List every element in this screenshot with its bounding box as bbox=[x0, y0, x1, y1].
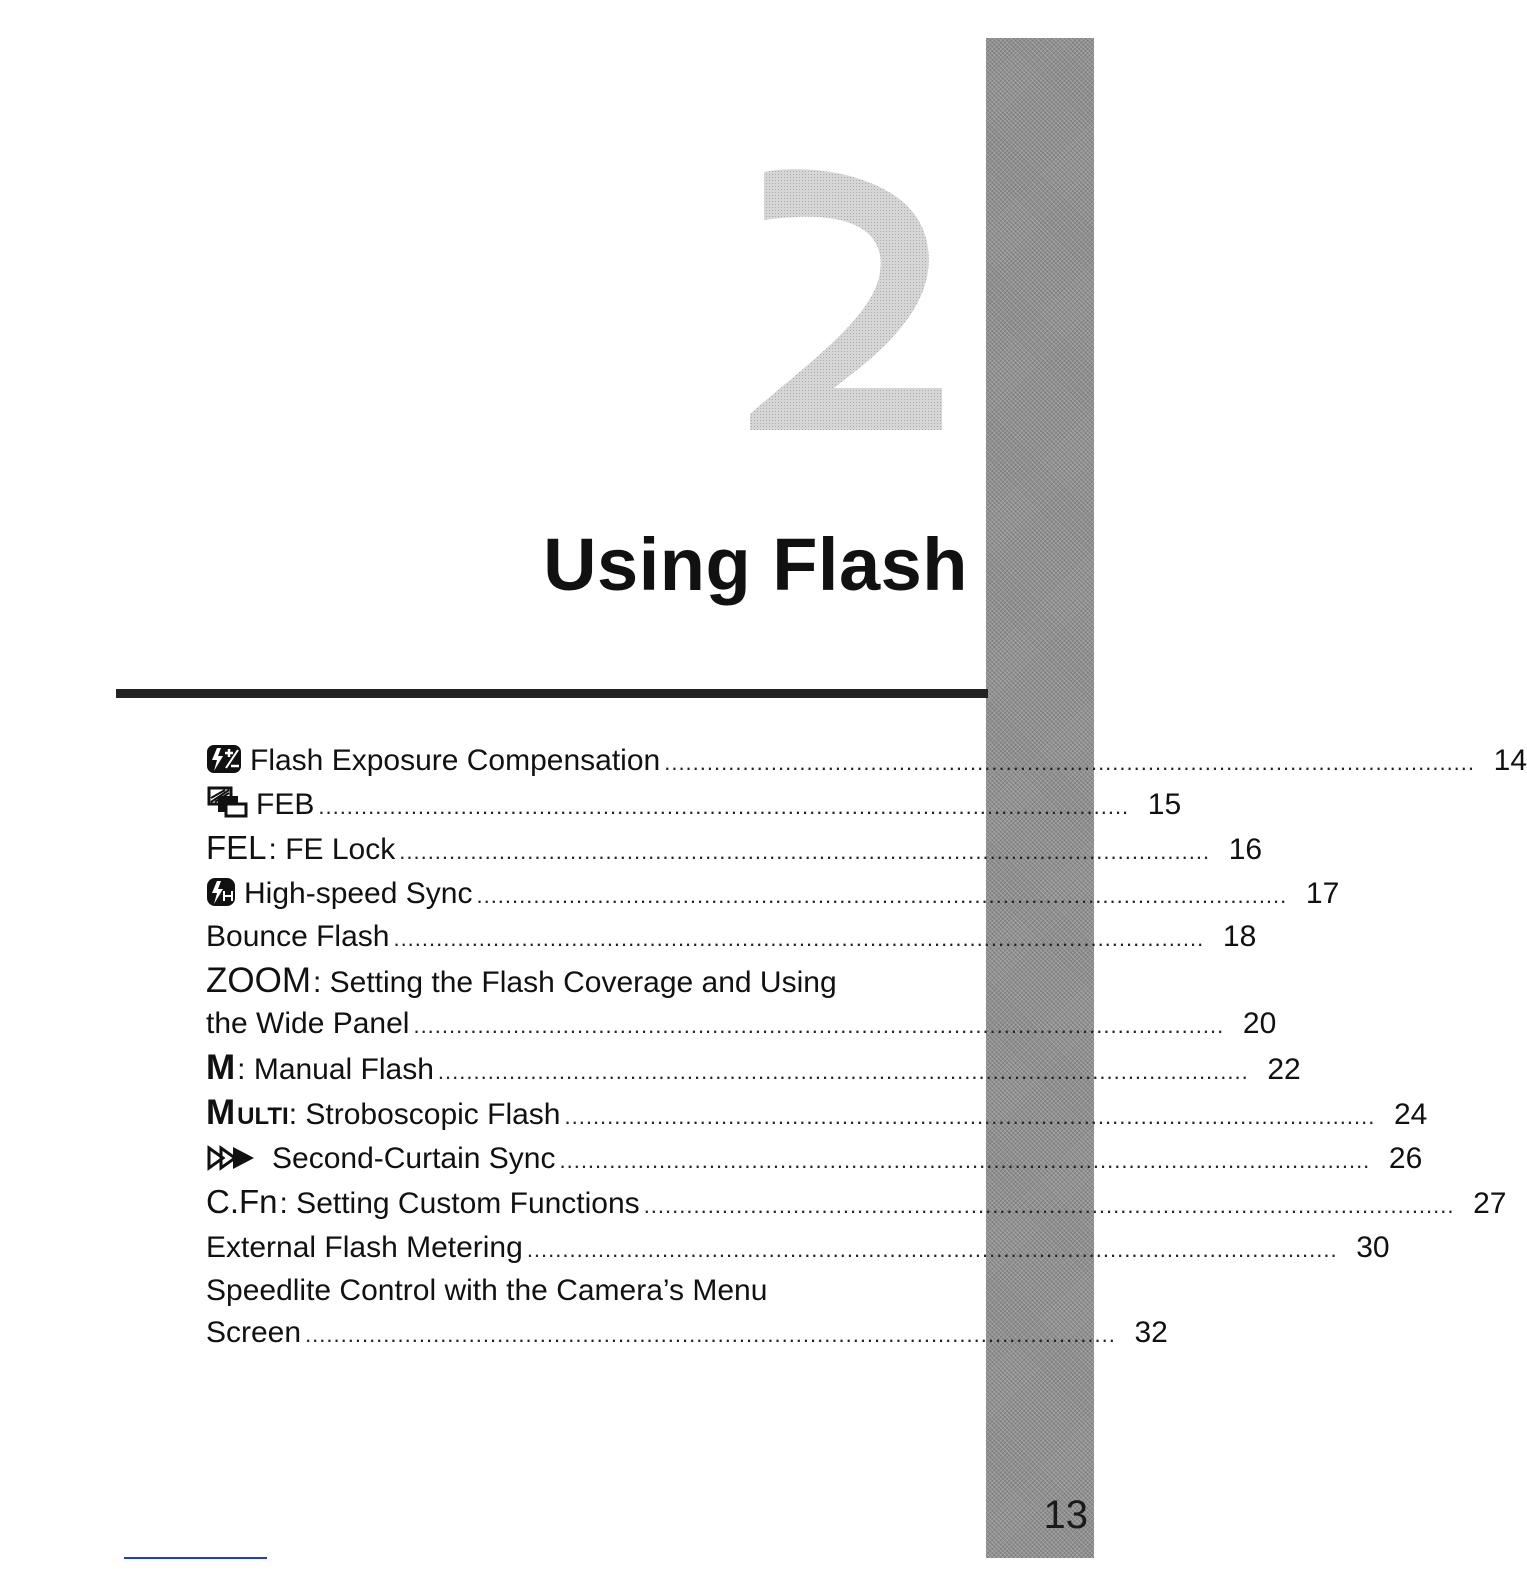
toc-leader: .................................................................................................................. bbox=[476, 882, 1288, 908]
toc-label: Bounce Flash bbox=[206, 920, 390, 953]
toc-page: 24 bbox=[1393, 1098, 1428, 1131]
toc-leader: .................................................................................................................. bbox=[399, 839, 1211, 864]
toc-label: : FE Lock bbox=[268, 833, 396, 866]
toc-leader: .................................................................................................................. bbox=[393, 926, 1205, 951]
toc-page: 16 bbox=[1228, 833, 1263, 866]
toc-leader: .................................................................................................................. bbox=[559, 1147, 1371, 1173]
toc-prefix-rest: ULTI bbox=[237, 1103, 289, 1130]
chapter-title: Using Flash bbox=[543, 523, 968, 606]
toc-label-continued: Screen bbox=[206, 1315, 302, 1349]
toc-label: : Stroboscopic Flash bbox=[288, 1098, 561, 1131]
table-of-contents bbox=[206, 740, 1527, 1355]
toc-label: Second-Curtain Sync bbox=[272, 1141, 556, 1175]
toc-page: 14 bbox=[1493, 744, 1527, 777]
toc-entry-feb[interactable] bbox=[206, 784, 1182, 828]
toc-page: 18 bbox=[1222, 920, 1257, 953]
toc-entry-flash-exposure-compensation[interactable] bbox=[206, 740, 1527, 784]
second-curtain-sync-icon bbox=[206, 1144, 258, 1172]
toc-prefix: FEL bbox=[206, 829, 267, 866]
chapter-number: 2 bbox=[742, 168, 743, 169]
high-speed-sync-icon bbox=[206, 877, 236, 907]
title-divider bbox=[116, 689, 988, 698]
toc-leader: .................................................................................................................. bbox=[664, 750, 1476, 775]
toc-page: 20 bbox=[1242, 1007, 1277, 1040]
toc-label: Flash Exposure Compensation bbox=[250, 744, 661, 777]
toc-label: : Setting Custom Functions bbox=[279, 1187, 640, 1220]
toc-prefix: C.Fn bbox=[206, 1183, 278, 1220]
toc-entry-bounce-flash[interactable] bbox=[206, 916, 1257, 960]
toc-leader: .................................................................................................................. bbox=[437, 1058, 1249, 1084]
bottom-link-underline bbox=[124, 1557, 267, 1559]
toc-entry-external-flash-metering[interactable] bbox=[206, 1227, 1390, 1271]
toc-entry-manual-flash[interactable] bbox=[206, 1047, 1301, 1093]
toc-entry-fe-lock[interactable] bbox=[206, 827, 1263, 873]
toc-entry-speedlite-control[interactable] bbox=[206, 1270, 1168, 1355]
toc-page: 26 bbox=[1388, 1141, 1423, 1175]
toc-leader: .................................................................................................................. bbox=[643, 1193, 1455, 1218]
toc-leader: .................................................................................................................. bbox=[305, 1321, 1116, 1347]
toc-prefix: M bbox=[206, 1047, 236, 1087]
toc-entry-second-curtain-sync[interactable] bbox=[206, 1138, 1423, 1182]
toc-page: 17 bbox=[1305, 876, 1340, 910]
toc-leader: .................................................................................................................. bbox=[318, 793, 1130, 819]
toc-page: 27 bbox=[1473, 1187, 1507, 1220]
toc-label: FEB bbox=[256, 787, 315, 821]
chapter-number-graphic bbox=[742, 168, 948, 430]
toc-entry-stroboscopic-flash[interactable] bbox=[206, 1092, 1428, 1138]
feb-icon bbox=[206, 786, 248, 818]
toc-page: 32 bbox=[1134, 1315, 1168, 1349]
toc-label-continued: the Wide Panel bbox=[206, 1007, 410, 1040]
toc-entry-custom-functions[interactable] bbox=[206, 1181, 1507, 1227]
toc-label: : Manual Flash bbox=[237, 1052, 434, 1086]
flash-exposure-compensation-icon bbox=[206, 744, 242, 774]
toc-entry-zoom[interactable] bbox=[206, 960, 1277, 1047]
toc-leader: .................................................................................................................. bbox=[413, 1013, 1225, 1038]
toc-label: External Flash Metering bbox=[206, 1230, 523, 1264]
toc-prefix: M bbox=[206, 1093, 236, 1132]
toc-leader: .................................................................................................................. bbox=[564, 1104, 1376, 1129]
page-number: 13 bbox=[1043, 1493, 1088, 1537]
toc-label: High-speed Sync bbox=[244, 876, 473, 910]
toc-page: 30 bbox=[1356, 1230, 1390, 1264]
toc-label: Speedlite Control with the Camera’s Menu bbox=[206, 1274, 768, 1307]
toc-prefix: ZOOM bbox=[206, 960, 311, 1000]
toc-entry-high-speed-sync[interactable] bbox=[206, 873, 1340, 917]
toc-page: 15 bbox=[1147, 787, 1182, 821]
toc-page: 22 bbox=[1267, 1052, 1301, 1086]
toc-label: : Setting the Flash Coverage and Using bbox=[312, 965, 837, 999]
toc-leader: .................................................................................................................. bbox=[526, 1236, 1338, 1262]
